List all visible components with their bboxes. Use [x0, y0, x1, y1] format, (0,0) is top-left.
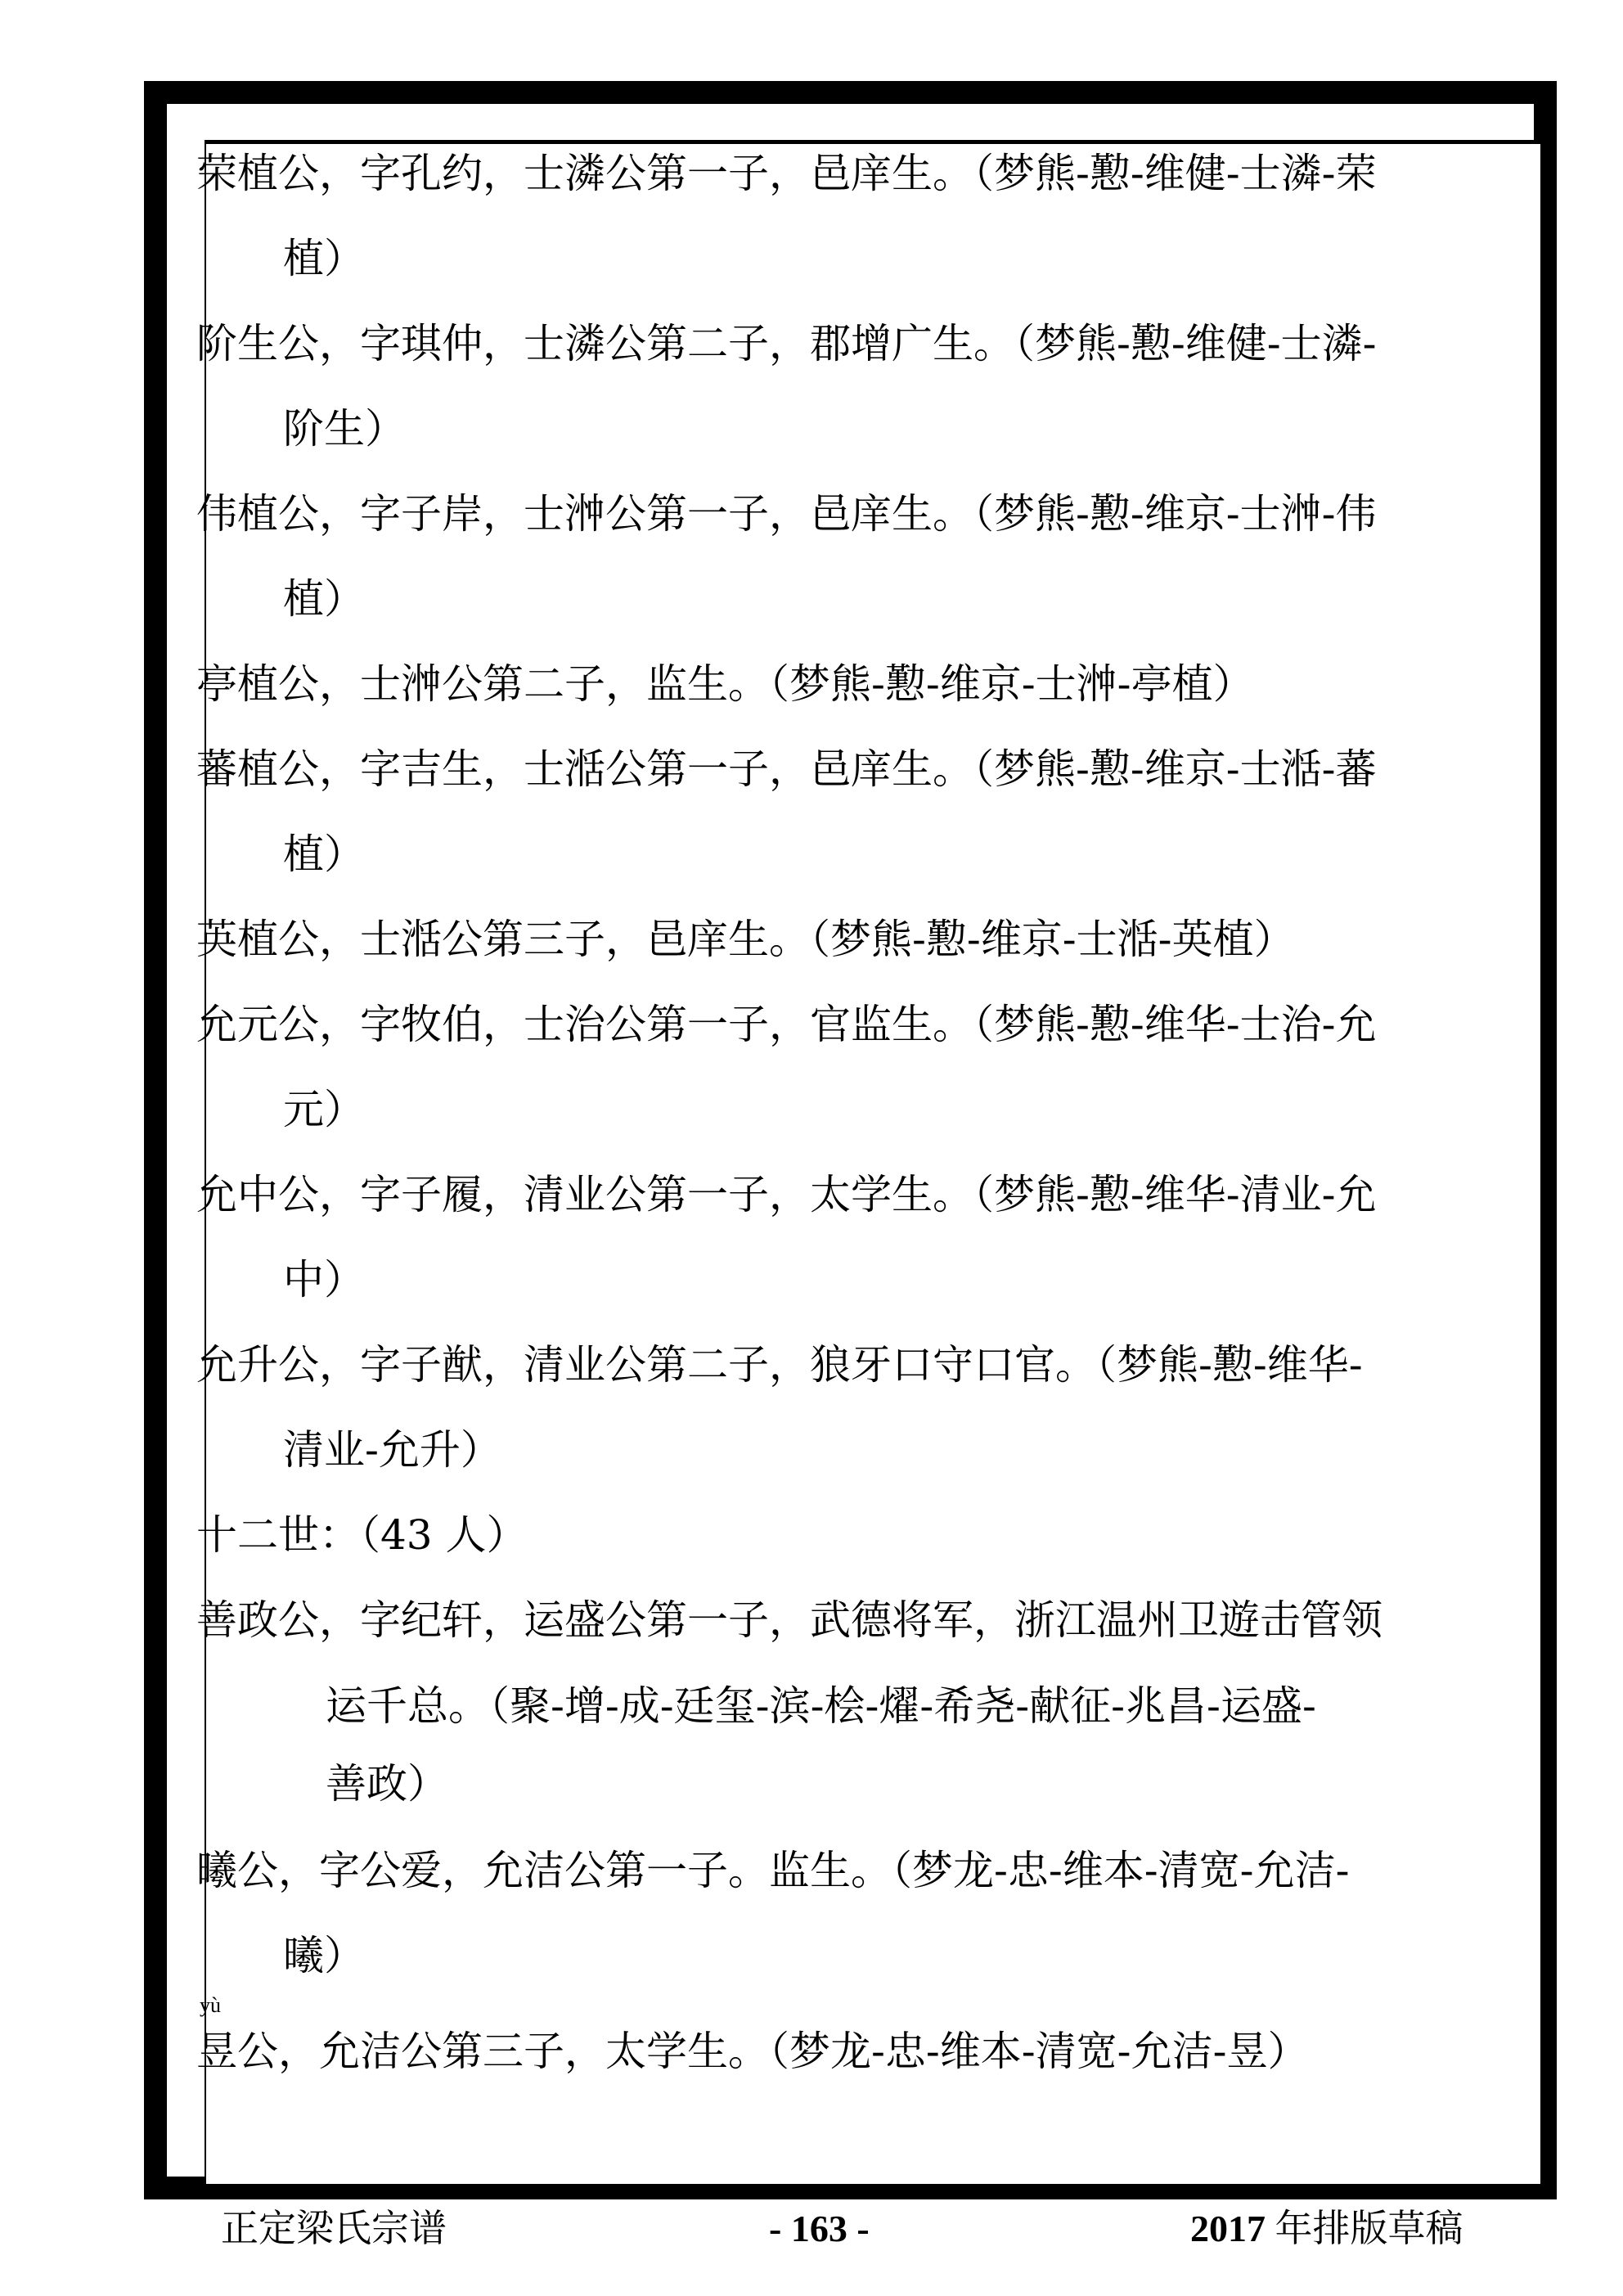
entry-line: 允升公，字子猷，清业公第二子，狼牙口守口官。（梦熊-懃-维华- — [196, 1341, 1363, 1389]
genealogy-text-body — [196, 131, 1505, 2090]
pinyin-annotation: yù — [200, 1993, 221, 2017]
entry-line: 允元公，字牧伯，士治公第一子，官监生。（梦熊-懃-维华-士治-允 — [196, 1001, 1377, 1048]
entry-line: 伟植公，字子岸，士浺公第一子，邑庠生。（梦熊-懃-维京-士浺-伟 — [196, 490, 1377, 538]
entry-yu — [196, 1993, 1505, 2090]
entry-weizhi — [196, 471, 1505, 642]
generation-heading-text: 十二世：（43 人） — [196, 1511, 528, 1559]
entry-continuation: 善政） — [326, 1760, 448, 1808]
entry-line — [196, 1993, 1505, 2090]
entry-yunyuan — [196, 982, 1505, 1152]
footer-draft-note — [1190, 2204, 1463, 2253]
entry-continuation: 清业-允升） — [283, 1426, 501, 1474]
entry-continuation: 曦） — [283, 1932, 365, 1979]
entry-line: 善政公，字纪轩，运盛公第一子，武德将军，浙江温州卫遊击管领 — [196, 1596, 1382, 1644]
entry-yingzhi — [196, 897, 1505, 982]
entry-yunzhong — [196, 1152, 1505, 1322]
entry-continuation: 元） — [283, 1086, 365, 1133]
entry-continuation: 阶生） — [283, 405, 406, 452]
generation-heading — [196, 1492, 1505, 1578]
entry-shanzheng — [196, 1578, 1505, 1823]
entry-line: 荣植公，字孔约，士潾公第一子，邑庠生。（梦熊-懃-维健-士潾-荣 — [196, 150, 1377, 197]
entry-continuation: 植） — [283, 575, 365, 623]
entry-line: 曦公，字公爱，允洁公第一子。监生。（梦龙-忠-维本-清宽-允洁- — [196, 1847, 1350, 1894]
entry-continuation: 运千总。（聚-增-成-廷玺-滨-桧-燿-希尧-献征-兆昌-运盛- — [326, 1682, 1316, 1730]
entry-rongzhi — [196, 131, 1505, 301]
page-footer — [0, 2204, 1623, 2253]
entry-xi — [196, 1828, 1505, 1998]
entry-fanzhi — [196, 727, 1505, 897]
entry-line: 阶生公，字琪仲，士潾公第二子，郡增广生。（梦熊-懃-维健-士潾- — [196, 320, 1377, 367]
entry-line: 英植公，士湉公第三子，邑庠生。（梦熊-懃-维京-士湉-英植） — [196, 916, 1295, 963]
footer-draft-label: 年排版草稿 — [1266, 2208, 1463, 2249]
footer-page-number: - 163 - — [769, 2208, 870, 2249]
footer-year: 2017 — [1190, 2208, 1266, 2249]
entry-jiesheng — [196, 301, 1505, 471]
footer-book-title: 正定梁氏宗谱 — [221, 2208, 447, 2249]
entry-yunsheng — [196, 1322, 1505, 1492]
entry-tingzhi — [196, 642, 1505, 727]
entry-line: 亭植公，士浺公第二子，监生。（梦熊-懃-维京-士浺-亭植） — [196, 660, 1254, 708]
entry-continuation: 中） — [283, 1256, 365, 1303]
entry-line: 蕃植公，字吉生，士湉公第一子，邑庠生。（梦熊-懃-维京-士湉-蕃 — [196, 745, 1377, 793]
entry-continuation: 植） — [283, 831, 365, 878]
entry-line: 允中公，字子履，清业公第一子，太学生。（梦熊-懃-维华-清业-允 — [196, 1171, 1377, 1218]
entry-continuation: 植） — [283, 235, 365, 282]
entry-line-rest: 公，允洁公第三子，太学生。（梦龙-忠-维本-清宽-允洁-昱） — [237, 2028, 1309, 2075]
ruby-character — [196, 1993, 237, 2105]
ruby-base: 昱 — [196, 2028, 237, 2075]
